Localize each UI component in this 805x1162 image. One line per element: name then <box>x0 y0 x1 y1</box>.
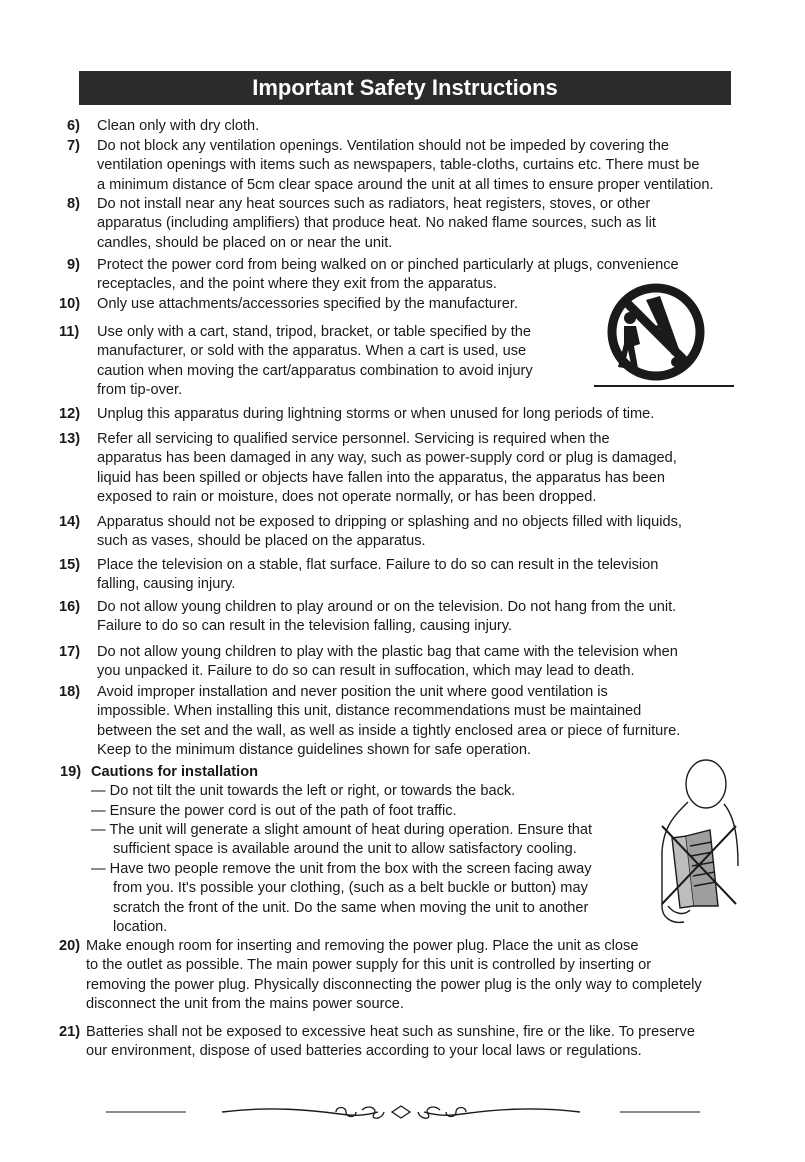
item-text-line: apparatus (including amplifiers) that produce heat. No naked flame sources, such as lit <box>97 215 656 232</box>
item-number: 15) <box>59 557 81 573</box>
item-text-line: Do not allow young children to play with the plastic bag that came with the television when <box>97 644 678 660</box>
item-text-line: impossible. When installing this unit, distance recommendations must be maintained <box>97 703 642 720</box>
item-text-line: between the set and the wall, as well as inside a tightly enclosed area or piece of furniture. <box>97 722 681 739</box>
item-19-title: Cautions for installation <box>91 764 259 780</box>
item-text-line: apparatus has been damaged in any way, such as power-supply cord or plug is damaged, <box>97 450 677 467</box>
item-text-line: Only use attachments/accessories specified by the manufacturer. <box>97 296 518 312</box>
item-number: 13) <box>59 431 81 447</box>
item-text-line: to the outlet as possible. The main power supply for this unit is controlled by inserting or <box>86 957 652 974</box>
item-text-line: a minimum distance of 5cm clear space around the unit at all times to ensure proper ventilation. <box>97 176 714 193</box>
item-text-line: Keep to the minimum distance guidelines shown for safe operation. <box>97 741 532 758</box>
item-text-line: liquid has been spilled or objects have fallen into the apparatus, the apparatus has been <box>97 469 665 486</box>
caution-bullet-line: from you. It's possible your clothing, (such as a belt buckle or button) may <box>113 880 588 897</box>
item-text-line: ventilation openings with items such as newspapers, table-cloths, curtains etc. There must be <box>97 157 700 174</box>
item-number: 7) <box>67 138 80 154</box>
caution-bullet-line: location. <box>113 918 168 935</box>
item-number: 9) <box>67 257 80 273</box>
caution-bullet-line: scratch the front of the unit. Do the same when moving the unit to another <box>113 899 589 916</box>
item-text-line: our environment, dispose of used batteries according to your local laws or regulations. <box>86 1043 642 1060</box>
item-number: 11) <box>59 324 80 340</box>
item-text-line: receptacles, and the point where they exit from the apparatus. <box>97 276 497 293</box>
item-text-line: such as vases, should be placed on the apparatus. <box>97 533 426 550</box>
item-text-line: caution when moving the cart/apparatus combination to avoid injury <box>97 362 533 379</box>
item-text-line: removing the power plug. Physically disconnecting the power plug is the only way to completely <box>86 976 702 993</box>
item-number: 18) <box>59 684 81 700</box>
item-text-line: Do not allow young children to play around or on the television. Do not hang from the unit. <box>97 599 677 615</box>
footer-ornament <box>100 1100 710 1128</box>
item-text-line: manufacturer, or sold with the apparatus. When a cart is used, use <box>97 343 527 360</box>
item-text-line: Make enough room for inserting and removing the power plug. Place the unit as close <box>86 938 639 954</box>
item-text-line: you unpacked it. Failure to do so can result in suffocation, which may lead to death. <box>97 663 635 680</box>
item-number: 20) <box>59 938 81 954</box>
cart-tip-over-warning-icon <box>594 282 734 390</box>
item-text-line: Failure to do so can result in the television falling, causing injury. <box>97 618 513 635</box>
caution-bullet-line: — The unit will generate a slight amount of heat during operation. Ensure that <box>91 822 593 838</box>
item-text-line: Batteries shall not be exposed to excessive heat such as sunshine, fire or the like. To preserve <box>86 1024 695 1040</box>
caution-bullet-line: — Have two people remove the unit from the box with the screen facing away <box>91 861 592 877</box>
item-text-line: from tip-over. <box>97 381 183 398</box>
page-title: Important Safety Instructions <box>79 71 731 105</box>
caution-bullet-line: — Do not tilt the unit towards the left or right, or towards the back. <box>91 783 516 799</box>
item-text-line: candles, should be placed on or near the unit. <box>97 234 393 251</box>
person-carrying-tv-prohibited-icon <box>654 756 744 928</box>
item-text-line: Avoid improper installation and never position the unit where good ventilation is <box>97 684 608 700</box>
item-number: 8) <box>67 196 80 212</box>
item-text-line: Apparatus should not be exposed to dripping or splashing and no objects filled with liquids, <box>97 514 682 530</box>
item-number: 19) <box>60 764 82 780</box>
item-text-line: Clean only with dry cloth. <box>97 118 260 134</box>
item-number: 6) <box>67 118 80 134</box>
item-text-line: Protect the power cord from being walked on or pinched particularly at plugs, convenience <box>97 257 679 273</box>
item-number: 16) <box>59 599 81 615</box>
item-text-line: Use only with a cart, stand, tripod, bracket, or table specified by the <box>97 324 531 340</box>
caution-bullet-line: — Ensure the power cord is out of the path of foot traffic. <box>91 803 457 819</box>
item-text-line: Do not install near any heat sources such as radiators, heat registers, stoves, or other <box>97 196 651 212</box>
item-text-line: Do not block any ventilation openings. Ventilation should not be impeded by covering the <box>97 138 669 154</box>
caution-bullet-line: sufficient space is available around the unit to allow satisfactory cooling. <box>113 841 577 858</box>
item-number: 12) <box>59 406 81 422</box>
item-text-line: falling, causing injury. <box>97 576 236 593</box>
item-text-line: Unplug this apparatus during lightning storms or when unused for long periods of time. <box>97 406 655 422</box>
item-number: 17) <box>59 644 81 660</box>
item-number: 14) <box>59 514 81 530</box>
item-text-line: Refer all servicing to qualified service personnel. Servicing is required when the <box>97 431 610 447</box>
item-text-line: exposed to rain or moisture, does not operate normally, or has been dropped. <box>97 488 597 505</box>
item-text-line: Place the television on a stable, flat surface. Failure to do so can result in the television <box>97 557 659 573</box>
item-text-line: disconnect the unit from the mains power source. <box>86 995 404 1012</box>
item-number: 21) <box>59 1024 81 1040</box>
item-number: 10) <box>59 296 81 312</box>
